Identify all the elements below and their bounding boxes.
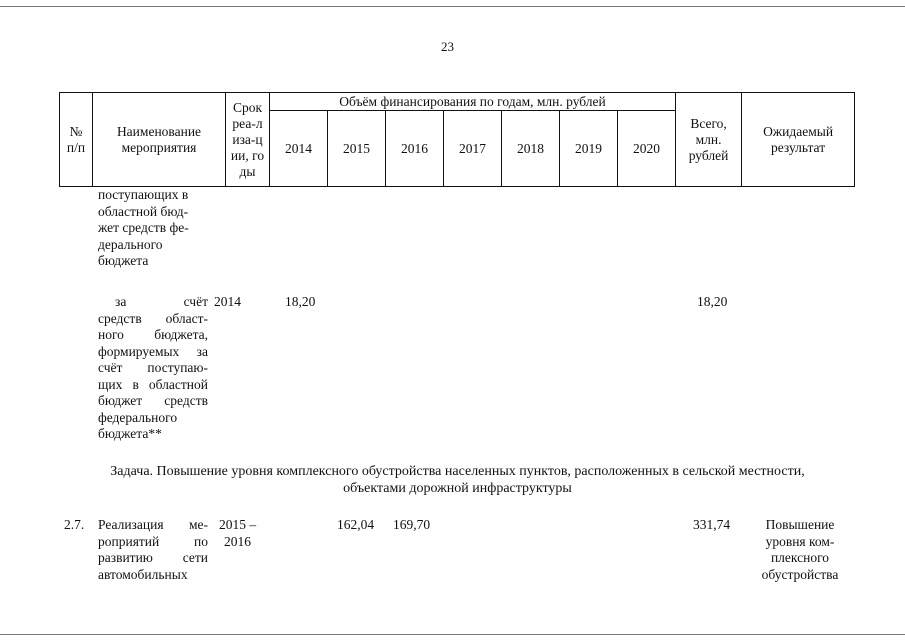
header-col-total: Всего, млн. рублей <box>676 93 742 187</box>
item-name-line: Реализация ме- <box>98 517 208 532</box>
continuation-line: бюджета <box>98 253 149 268</box>
item-term <box>219 517 256 550</box>
header-col-name: Наименование мероприятия <box>93 93 226 187</box>
item-result-line: обустройства <box>761 566 839 582</box>
item-total: 331,74 <box>693 517 731 532</box>
regional-line: за счёт <box>115 294 208 309</box>
header-col-term: Срок реа-лиза-ции, годы <box>226 93 270 187</box>
regional-line: федерального <box>98 409 178 425</box>
item-result-line: Повышение <box>765 517 835 532</box>
item-name-line: развитию сети <box>98 550 208 565</box>
table-header <box>59 92 855 187</box>
regional-total: 18,20 <box>697 294 728 309</box>
continuation-line: областной бюд- <box>98 203 189 219</box>
continuation-line: поступающих в <box>98 187 189 202</box>
item-result-line: уровня ком- <box>765 533 835 549</box>
task-heading <box>60 463 855 497</box>
regional-term: 2014 <box>214 294 241 309</box>
scan-edge-top <box>0 6 905 7</box>
page-number: 23 <box>441 39 454 54</box>
item-name-line: роприятий по <box>98 533 208 549</box>
item-name <box>98 517 208 583</box>
regional-line: бюджет средств <box>98 393 208 408</box>
header-year-2015: 2015 <box>328 111 386 187</box>
header-year-2017: 2017 <box>444 111 502 187</box>
header-year-2020: 2020 <box>618 111 676 187</box>
header-year-2018: 2018 <box>502 111 560 187</box>
header-year-2019: 2019 <box>560 111 618 187</box>
scan-edge-bottom <box>0 634 905 635</box>
header-col-result: Ожидаемый результат <box>742 93 855 187</box>
item-result-line: плексного <box>770 550 830 565</box>
header-col-financing: Объём финансирования по годам, млн. рублей <box>270 93 676 111</box>
task-line: объектами дорожной инфраструктуры <box>343 481 572 496</box>
regional-line: счёт поступаю- <box>98 360 208 375</box>
regional-line: бюджета** <box>98 426 162 441</box>
header-col-number: № п/п <box>60 93 93 187</box>
header-year-2016: 2016 <box>386 111 444 187</box>
item-value-2016: 169,70 <box>393 517 431 532</box>
item-value-2015: 162,04 <box>337 517 375 532</box>
regional-line: средств област- <box>98 310 208 326</box>
continuation-line: жет средств фе- <box>98 220 189 235</box>
regional-budget-text <box>98 294 208 443</box>
item-term-line: 2015 – <box>219 517 257 532</box>
header-year-2014: 2014 <box>270 111 328 187</box>
item-result <box>746 517 854 583</box>
regional-line: ного бюджета, <box>98 327 208 342</box>
item-name-line: автомобильных <box>98 566 188 582</box>
regional-line: формируемых за <box>98 343 208 359</box>
continuation-text <box>98 187 189 270</box>
item-number: 2.7. <box>64 517 85 532</box>
continuation-line: дерального <box>98 236 163 252</box>
item-term-line: 2016 <box>224 533 251 549</box>
task-line: Задача. Повышение уровня комплексного обустройства населенных пунктов, расположенных в сельской местности, <box>110 464 805 479</box>
regional-value-2014: 18,20 <box>285 294 316 309</box>
regional-line: щих в областной <box>98 376 208 392</box>
